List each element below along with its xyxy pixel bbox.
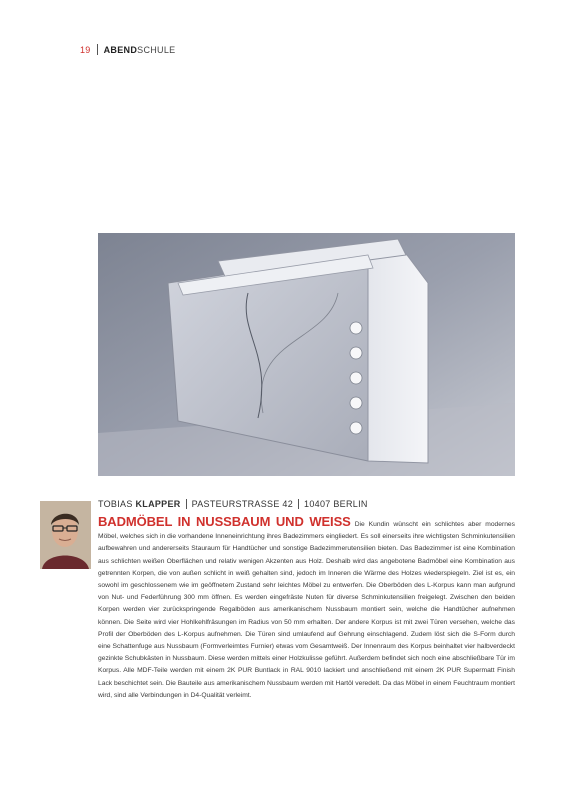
author-city: 10407 BERLIN — [304, 499, 368, 509]
article-body: Die Kundin wünscht ein schlichtes aber modernes Möbel, welches sich in die vorhandene Inneneinrichtung ihres Badezimmers eingliedert. Es soll einerseits ihre wichtigsten Schminkutensilien aufbewahren und andererseits Stauraum für Handtücher und sonstige Badezimmerutensilien bieten. Das Badezimmer ist eine Kombination aus schlichten weißen Oberflächen und relativ wenigen Akzenten aus Holz. Deshalb wird das angebotene Badmöbel eine Kombination aus getrennten Korpen, die von außen schlicht in weiß gehalten sind, jedoch im Inneren die Wärme des Holzes wiederspiegeln. Ziel ist es, ein sowohl im geschlossenem wie im geöffnetem Zustand sehr leichtes Möbel zu entwerfen. Die Oberböden des L-Korpus kann man aufgrund von Nut- und Federführung 300 mm öffnen. Es werden eingefräste Nuten für diverse Schminkutensilien freigelegt. Zwischen den beiden Korpen werden vier zurückspringende Regalböden aus amerikanischem Nussbaum montiert sein, welche die Handtücher aufnehmen können. Die Seite wird vier Hohlkehlfräsungen im Radius von 50 mm erhalten. Der andere Korpus ist mit zwei Türen versehen, welche das Profil der Oberböden des L-Korpus aufnehmen. Die Türen sind umlaufend auf Gehrung einschlagend. Zudem löst sich die S-Form durch eine Schattenfuge aus Nussbaum (Formverleimtes Furnier) etwas vom Gesamtweiß. Der Innenraum des Korpus beinhaltet vier halbverdeckt gezinkte Schubkästen in Nussbaum. Diese werden mittels einer Holzkulisse geführt. Außerdem befindet sich noch eine abschließbare Tür im Korpus. Alle MDF-Teile werden mit einem 2K PUR Buntlack in RAL 9010 lackiert und anschließend mit einem 2K PUR Supermatt Finish Lack beschichtet sein. Die Bauteile aus amerikanischem Nussbaum werden mit Hartöl veredelt. Da das Möbel in einem Feuchtraum montiert wird, sind alle Verbindungen in D4-Qualität verleimt. — [98, 521, 515, 699]
author-first-name: TOBIAS — [98, 499, 133, 509]
article — [98, 516, 515, 702]
author-byline — [98, 499, 368, 509]
article-headline: BADMÖBEL IN NUSSBAUM UND WEISS — [98, 514, 351, 529]
furniture-model-photo — [98, 233, 515, 476]
author-last-name: KLAPPER — [135, 499, 181, 509]
author-portrait — [40, 501, 91, 569]
section-title-bold: ABEND — [103, 44, 138, 55]
page-header — [80, 44, 175, 55]
header-divider — [97, 44, 98, 55]
author-street: PASTEURSTRASSE 42 — [191, 499, 294, 509]
page-number: 19 — [80, 44, 91, 55]
byline-divider — [186, 499, 187, 509]
section-title-light: SCHULE — [137, 44, 176, 55]
byline-divider — [298, 499, 299, 509]
